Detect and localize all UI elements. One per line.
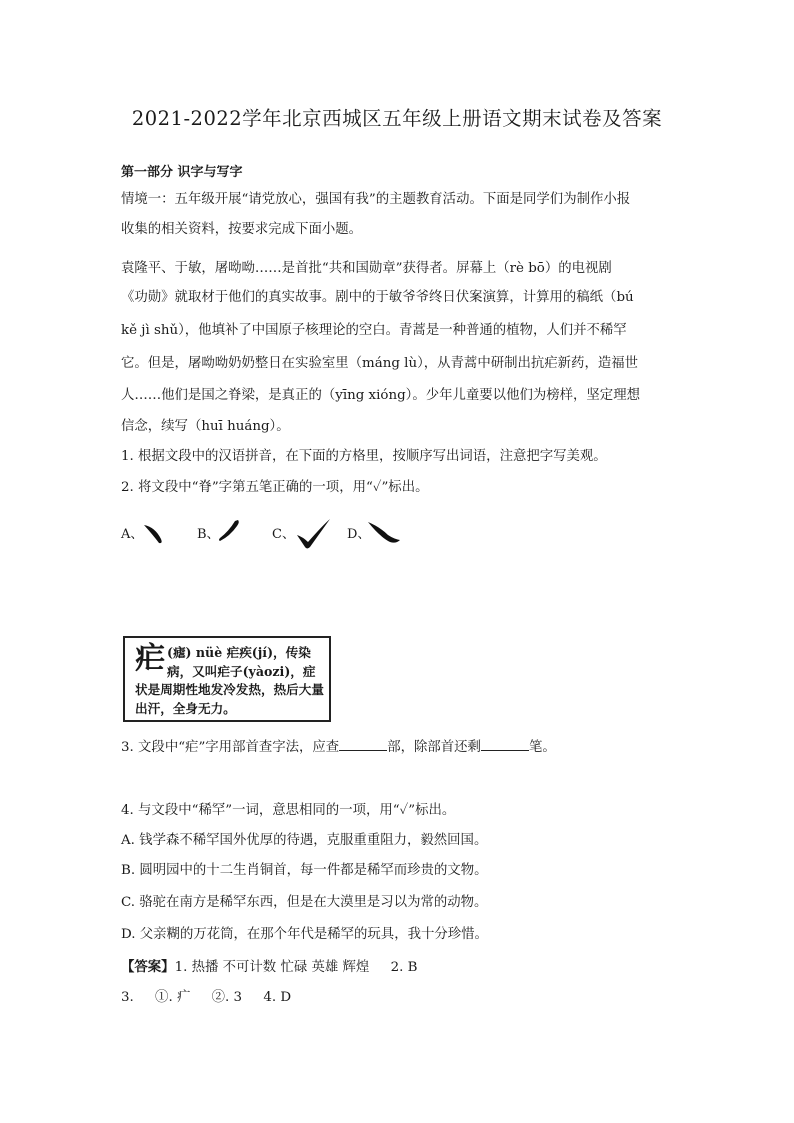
section-heading: 第一部分 识字与写字 [121,165,243,180]
passage-line: 《功勋》就取材于他们的真实故事。剧中的于敏爷爷终日伏案演算，计算用的稿纸（bú [121,290,634,305]
stroke-b-icon [216,517,242,545]
passage-line: 人……他们是国之脊梁，是真正的（yīng xióng）。少年儿童要以他们为榜样，坚定理想 [121,388,640,403]
q4-option-b[interactable]: B. 圆明园中的十二生肖铜首，每一件都是稀罕而珍贵的文物。 [121,863,488,878]
option-a-label[interactable]: A、 [121,527,144,542]
q4-option-c[interactable]: C. 骆驼在南方是稀罕东西，但是在大漠里是习以为常的动物。 [121,895,488,910]
passage-line: 情境一：五年级开展“请党放心，强国有我”的主题教育活动。下面是同学们为制作小报 [121,192,631,207]
answer-blank[interactable] [481,738,529,751]
passage-line: 它。但是，屠呦呦奶奶整日在实验室里（máng lù），从青蒿中研制出抗疟新药，造福世 [121,356,639,371]
option-c-label[interactable]: C、 [272,527,295,542]
stroke-d-icon [366,519,402,545]
question-2: 2. 将文段中“脊”字第五笔正确的一项，用“✓”标出。 [121,480,429,495]
option-b-label[interactable]: B、 [197,527,220,542]
stroke-a-icon [141,519,167,545]
question-3 [121,738,681,757]
passage-line: 信念，续写（huī huáng）。 [121,419,290,434]
answer-line [121,958,681,977]
dictionary-entry-image [123,636,331,722]
dictionary-definition: (瘧) nüè 疟疾(jí)，传染病，又叫疟子(yàozi)，症状是周期性地发冷发热，热后大量出汗，全身无力。 [135,645,324,716]
q4-option-a[interactable]: A. 钱学森不稀罕国外优厚的待遇，克服重重阻力，毅然回国。 [121,833,488,848]
question-1: 1. 根据文段中的汉语拼音，在下面的方格里，按顺序写出词语，注意把字写美观。 [121,449,607,464]
stroke-options [121,517,421,553]
q4-option-d[interactable]: D. 父亲糊的万花筒，在那个年代是稀罕的玩具，我十分珍惜。 [121,927,488,942]
page-title: 2021-2022学年北京西城区五年级上册语文期末试卷及答案 [131,107,663,130]
answer-line-2: 3. ①. 疒 ②. 3 4. D [121,990,292,1005]
dictionary-entry-text [135,641,327,718]
passage-line: 收集的相关资料，按要求完成下面小题。 [121,222,363,237]
question-4: 4. 与文段中“稀罕”一词，意思相同的一项，用“✓”标出。 [121,803,456,818]
answer-blank[interactable] [339,738,387,751]
question-3-text: 3. 文段中“疟”字用部首查字法，应查 [121,740,340,755]
passage-line: 袁隆平、于敏，屠呦呦……是首批“共和国勋章”获得者。屏幕上（rè bō）的电视剧 [121,261,612,276]
answer-tag: 【答案】 [121,959,175,975]
question-3-text: 笔。 [528,740,556,755]
option-d-label[interactable]: D、 [347,527,371,542]
passage-line: kě jì shǔ），他填补了中国原子核理论的空白。青蒿是一种普通的植物，人们并不稀罕 [121,323,627,338]
stroke-c-icon [293,515,333,555]
dictionary-headword: 疟 [135,641,165,676]
answer-text: 1. 热播 不可计数 忙碌 英雄 辉煌 2. B [174,960,418,975]
question-3-text: 部，除部首还剩 [387,740,481,755]
